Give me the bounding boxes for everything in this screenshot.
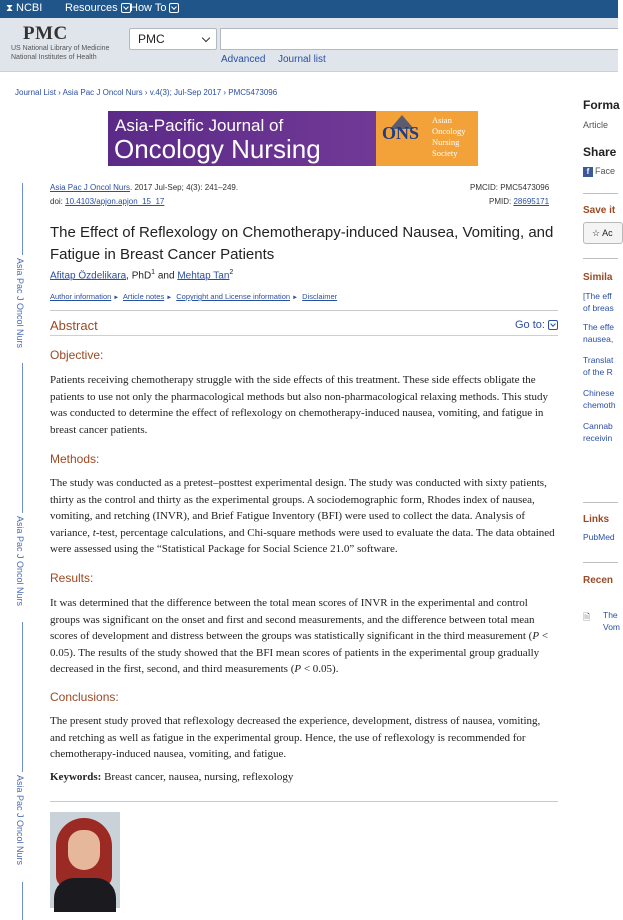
similar-line: Chinese: [583, 388, 615, 398]
recent-line: Vom: [603, 622, 621, 632]
header: [0, 18, 618, 72]
affiliation-sup[interactable]: 1: [151, 269, 156, 276]
journal-abbrev-link[interactable]: Asia Pac J Oncol Nurs: [50, 183, 131, 192]
search-input[interactable]: [220, 28, 618, 50]
similar-line: [The eff: [583, 291, 612, 301]
conclusions-text: The present study proved that reflexology decreased the experience, development, distress of nausea, vomiting, and retching as well as fatigue in the experimental group. Hence, the use of reflexology is recommended for chemotherapy-induced nausea, vomiting, and fatigue.: [50, 715, 541, 760]
divider: [50, 310, 558, 311]
society-word: Nursing: [432, 137, 460, 147]
similar-line: The effe: [583, 322, 615, 332]
society-word: Oncology: [432, 126, 466, 136]
ons-logo: ONS: [382, 123, 420, 143]
how-to-menu[interactable]: [130, 2, 179, 14]
pmcid: PMCID: PMC5473096: [470, 183, 550, 192]
database-select[interactable]: [129, 28, 217, 50]
banner-line1: Asia-Pacific Journal of: [115, 116, 284, 135]
similar-item[interactable]: [583, 321, 614, 345]
logo-subtitle-nlm: US National Library of Medicine: [11, 45, 110, 52]
objective-text: Patients receiving chemotherapy struggle with the side effects of this treatment. These side effects obligate the patients to use not only the pharmacological methods but also non-pharmacological relaxing methods. This study was conducted to determine the effect of reflexology on chemotherapy-induced nausea, vomiting, and fatigue in breast cancer patients.: [50, 374, 549, 436]
results-part: < 0.05).: [301, 663, 339, 675]
recent-line: The: [603, 610, 618, 620]
resources-label: Resources: [65, 2, 118, 14]
citation-text: . 2017 Jul-Sep; 4(3): 241–249.: [130, 183, 239, 192]
advanced-search-link[interactable]: Advanced: [221, 54, 266, 65]
conclusions-heading: Conclusions:: [50, 690, 119, 704]
resources-menu[interactable]: [65, 2, 131, 14]
author-degree: , PhD: [126, 270, 152, 282]
divider: [583, 193, 618, 194]
journal-list-link[interactable]: Journal list: [278, 54, 326, 65]
results-part: It was determined that the difference between the total mean scores of INVR in the experimental and control groups was significant on the onset and first and second measurements, and the difference between total mean scores of development and distress between the groups was statistically significant in the third measurement (: [50, 597, 535, 642]
goto-label: Go to:: [515, 319, 545, 331]
pmc-logo[interactable]: PMC: [23, 23, 68, 44]
links-heading: Links: [583, 514, 610, 525]
facebook-label: Face: [595, 166, 616, 176]
rail-journal-label[interactable]: Asia Pac J Oncol Nurs: [15, 516, 25, 607]
methods-italic: t: [92, 526, 96, 539]
similar-line: Cannab: [583, 421, 613, 431]
pmid: [489, 197, 549, 206]
author-separator: and: [155, 270, 178, 282]
copyright-link[interactable]: Copyright and License information: [176, 292, 291, 301]
journal-banner[interactable]: [108, 111, 478, 166]
pubmed-link[interactable]: PubMed: [583, 532, 615, 542]
pmid-link[interactable]: 28695171: [513, 197, 550, 206]
similar-item[interactable]: [583, 387, 616, 411]
author-photo[interactable]: [50, 812, 120, 908]
ons-logo-block: [376, 111, 478, 166]
recent-item[interactable]: [603, 609, 620, 633]
divider: [50, 801, 558, 802]
rail-journal-label[interactable]: Asia Pac J Oncol Nurs: [15, 258, 25, 349]
share-facebook[interactable]: [583, 166, 615, 177]
society-word: Asian: [432, 115, 452, 125]
add-to-collections-button[interactable]: [583, 222, 623, 244]
citation: [50, 183, 238, 192]
results-italic: P: [532, 630, 540, 642]
share-heading: Share: [583, 145, 617, 159]
dna-icon: ⧗: [6, 2, 14, 14]
document-icon: 🗎: [583, 612, 591, 622]
logo-subtitle-nih: National Institutes of Health: [11, 54, 97, 61]
star-icon: ☆: [592, 228, 601, 238]
doi-link[interactable]: 10.4103/apjon.apjon_15_17: [65, 197, 165, 206]
disclaimer-link[interactable]: Disclaimer: [302, 292, 338, 301]
ncbi-top-bar: [0, 0, 618, 18]
chevron-down-icon: [548, 320, 558, 330]
results-text: [50, 595, 558, 678]
author-link[interactable]: Afitap Özdelikara: [50, 270, 127, 282]
divider: [50, 335, 558, 336]
similar-line: chemoth: [583, 400, 616, 410]
pmid-label: PMID:: [489, 197, 512, 206]
similar-item[interactable]: [583, 420, 613, 444]
doi: [50, 197, 164, 206]
facebook-icon: f: [583, 167, 593, 177]
banner-line2: Oncology Nursing: [114, 134, 321, 164]
database-select-value: PMC: [138, 32, 165, 46]
similar-line: of breas: [583, 303, 614, 313]
breadcrumb[interactable]: Journal List › Asia Pac J Oncol Nurs › v.4(3); Jul-Sep 2017 › PMC5473096: [15, 88, 278, 97]
abstract-heading: Abstract: [50, 318, 98, 333]
add-label: Ac: [602, 228, 613, 238]
goto-menu[interactable]: [515, 319, 558, 331]
divider: [583, 502, 618, 503]
results-heading: Results:: [50, 571, 94, 585]
authors: [50, 269, 233, 281]
keywords-label: Keywords:: [50, 771, 102, 783]
methods-part: -test, percentage calculations, and Chi-square methods were used to evaluate the data. The data obtained were assessed using the “Statistical Package for Social Science 21.0” software.: [50, 526, 555, 555]
similar-heading: Simila: [583, 272, 613, 283]
similar-item[interactable]: [583, 290, 614, 314]
ncbi-label: NCBI: [16, 2, 43, 14]
objective-heading: Objective:: [50, 348, 104, 362]
results-italic: P: [294, 663, 302, 675]
rail-journal-label[interactable]: Asia Pac J Oncol Nurs: [15, 775, 25, 866]
photo-body: [54, 878, 116, 912]
rail-line: [22, 183, 23, 255]
article-info-links: [50, 292, 337, 301]
chevron-down-icon: [169, 3, 179, 13]
chevron-down-icon: [202, 34, 210, 42]
similar-line: of the R: [583, 367, 613, 377]
photo-face: [68, 830, 100, 870]
methods-part: The study was conducted as a pretest–posttest experimental design. The study was conducted with sixty patients, thirty as the control and thirty as the experimental groups. A sociodemographic form, Rhodes index of nausea, vomiting, and retching (INVR), and Brief Fatigue Inventory (BFI) were used to collect the data. Analysis of variance,: [50, 477, 547, 539]
ncbi-logo[interactable]: [6, 2, 42, 14]
triangle-right-icon: ►: [113, 295, 120, 301]
similar-item[interactable]: [583, 354, 613, 378]
author-link[interactable]: Mehtap Tan: [177, 270, 230, 282]
society-word: Society: [432, 148, 458, 158]
affiliation-sup[interactable]: 2: [229, 269, 234, 276]
doi-label: doi:: [50, 197, 63, 206]
methods-text: [50, 475, 558, 558]
similar-line: Translat: [583, 355, 614, 365]
keywords: [50, 771, 293, 783]
format-article[interactable]: Article: [583, 120, 609, 130]
article-title: The Effect of Reflexology on Chemotherapy-induced Nausea, Vomiting, and Fatigue in Breast Cancer Patients: [50, 224, 554, 263]
divider: [583, 562, 618, 563]
results-part: < 0.05). The results of the study showed that the BFI mean scores of patients in the experimental group gradually decreased in the first, second, and third measurements (: [50, 630, 549, 675]
formats-heading: Forma: [583, 98, 620, 112]
triangle-right-icon: ►: [166, 295, 173, 301]
recent-activity-heading: Recen: [583, 575, 614, 586]
methods-heading: Methods:: [50, 452, 100, 466]
divider: [583, 258, 618, 259]
author-information-link[interactable]: Author information: [50, 292, 112, 301]
similar-line: receivin: [583, 433, 613, 443]
triangle-right-icon: ►: [292, 295, 299, 301]
how-to-label: How To: [130, 2, 167, 14]
article-notes-link[interactable]: Article notes: [122, 292, 165, 301]
rail-line: [22, 882, 23, 920]
keywords-text: Breast cancer, nausea, nursing, reflexology: [101, 771, 294, 783]
similar-line: nausea,: [583, 334, 614, 344]
rail-line: [22, 622, 23, 772]
save-heading: Save it: [583, 205, 616, 216]
rail-line: [22, 363, 23, 513]
